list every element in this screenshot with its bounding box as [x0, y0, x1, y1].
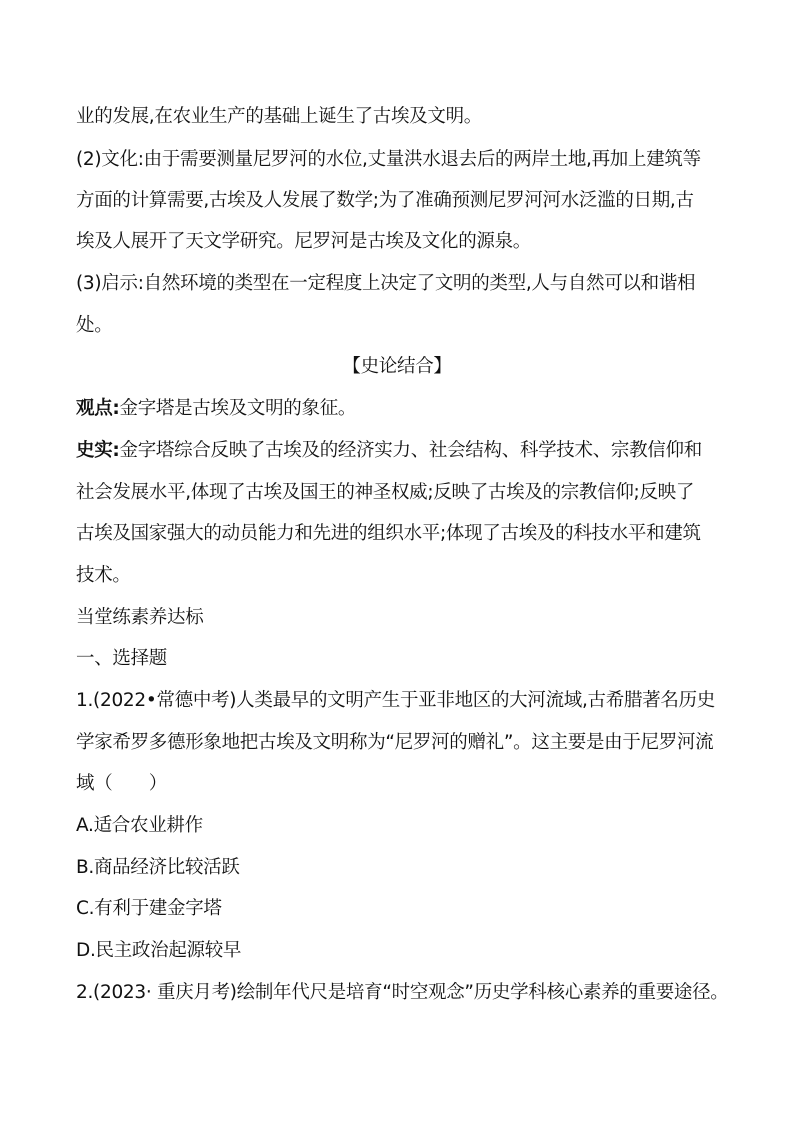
question-1-option-c: C.有利于建金字塔 — [76, 898, 222, 919]
facts-line-4: 技术。 — [76, 565, 131, 586]
question-1-line-1: 1.(2022•常德中考)人类最早的文明产生于亚非地区的大河流域,古希腊著名历史 — [76, 690, 715, 711]
facts-line-3: 古埃及国家强大的动员能力和先进的组织水平;体现了古埃及的科技水平和建筑 — [76, 523, 701, 544]
insight-line-1: (3)启示:自然环境的类型在一定程度上决定了文明的类型,人与自然可以和谐相 — [76, 273, 696, 294]
intro-line-1: 业的发展,在农业生产的基础上诞生了古埃及文明。 — [76, 106, 482, 127]
culture-line-1: (2)文化:由于需要测量尼罗河的水位,丈量洪水退去后的两岸土地,再加上建筑等 — [76, 149, 701, 170]
facts-label: 史实: — [76, 440, 120, 461]
insight-line-2: 处。 — [76, 315, 113, 336]
section-title: 【史论结合】 — [342, 356, 452, 377]
part-heading: 一、选择题 — [76, 648, 168, 669]
question-1-line-3: 域（ ） — [76, 773, 168, 794]
question-1-option-d: D.民主政治起源较早 — [76, 940, 242, 961]
viewpoint-label: 观点: — [76, 398, 120, 419]
culture-line-2: 方面的计算需要,古埃及人发展了数学;为了准确预测尼罗河河水泛滥的日期,古 — [76, 190, 694, 211]
facts-line-2: 社会发展水平,体现了古埃及国王的神圣权威;反映了古埃及的宗教信仰;反映了 — [76, 482, 695, 503]
question-1-option-a: A.适合农业耕作 — [76, 815, 203, 836]
facts-line-1 — [76, 437, 748, 465]
question-2-line-1: 2.(2023· 重庆月考)绘制年代尺是培育“时空观念”历史学科核心素养的重要途径。 — [76, 982, 729, 1003]
facts-text-1: 金字塔综合反映了古埃及的经济实力、社会结构、科学技术、宗教信仰和 — [119, 440, 702, 461]
viewpoint-text: 金字塔是古埃及文明的象征。 — [119, 398, 357, 419]
question-1-option-b: B.商品经济比较活跃 — [76, 857, 240, 878]
viewpoint-paragraph — [76, 395, 748, 423]
practice-heading: 当堂练素养达标 — [76, 607, 204, 628]
culture-line-3: 埃及人展开了天文学研究。尼罗河是古埃及文化的源泉。 — [76, 231, 532, 252]
question-1-line-2: 学家希罗多德形象地把古埃及文明称为“尼罗河的赠礼”。这主要是由于尼罗河流 — [76, 732, 714, 753]
